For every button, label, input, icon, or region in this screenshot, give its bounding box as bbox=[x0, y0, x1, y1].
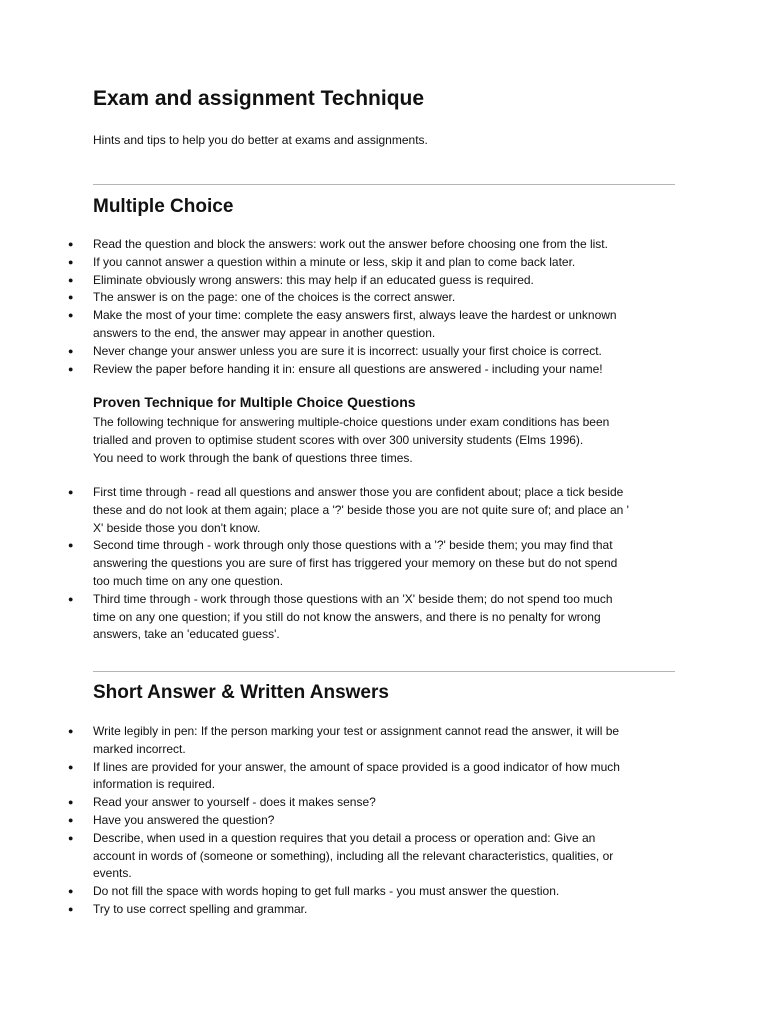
list-item: ● Have you answered the question? bbox=[0, 812, 700, 830]
bullet-icon: ● bbox=[68, 239, 74, 249]
paragraph-line: trialled and proven to optimise student scores with over 300 university students (Elms 1996). bbox=[93, 433, 584, 447]
multiple-choice-heading: Multiple Choice bbox=[93, 196, 234, 217]
list-item: ● If you cannot answer a question within a minute or less, skip it and plan to come back later. bbox=[0, 254, 700, 272]
bullet-icon: ● bbox=[68, 487, 74, 497]
paragraph-line: The following technique for answering multiple-choice questions under exam conditions has been bbox=[93, 415, 610, 429]
proven-technique-paragraph bbox=[93, 413, 668, 467]
bullet-icon: ● bbox=[68, 274, 74, 285]
list-item: ● Never change your answer unless you are sure it is incorrect: usually your first choice is correct. bbox=[0, 343, 700, 361]
list-item: ● Read your answer to yourself - does it makes sense? bbox=[0, 794, 700, 812]
bullet-icon: ● bbox=[68, 593, 74, 604]
bullet-icon: ● bbox=[68, 363, 74, 374]
bullet-icon: ● bbox=[68, 256, 74, 267]
proven-technique-list bbox=[0, 484, 700, 644]
list-item: ● Write legibly in pen: If the person marking your test or assignment cannot read the answer, it will be marked incorrect. bbox=[68, 724, 620, 756]
paragraph-line: You need to work through the bank of questions three times. bbox=[93, 451, 413, 465]
list-item: ● Review the paper before handing it in: ensure all questions are answered - including your name! bbox=[0, 361, 700, 379]
list-item: ● Second time through - work through only those questions with a '?' beside them; you may find that answering the questions you are sure of first has triggered your memory on these but do not spend too much time on any one question. bbox=[68, 538, 618, 588]
bullet-icon: ● bbox=[68, 797, 74, 808]
bullet-icon: ● bbox=[68, 540, 74, 551]
bullet-icon: ● bbox=[68, 832, 74, 843]
list-item: ● If lines are provided for your answer, the amount of space provided is a good indicator of how much information is required. bbox=[68, 759, 620, 792]
list-item: ● Try to use correct spelling and grammar. bbox=[0, 901, 700, 919]
bullet-icon: ● bbox=[68, 310, 74, 321]
bullet-icon: ● bbox=[68, 814, 74, 825]
list-item: ● Third time through - work through those questions with an 'X' beside them; do not spend too much time on any one question; if you still do not know the answers, and there is no penalty for wrong answers, take an 'educated guess'. bbox=[68, 591, 613, 642]
intro-text: Hints and tips to help you do better at exams and assignments. bbox=[93, 133, 428, 147]
bullet-icon: ● bbox=[68, 292, 74, 303]
bullet-icon: ● bbox=[68, 886, 74, 897]
short-answer-heading: Short Answer & Written Answers bbox=[93, 682, 389, 703]
section-divider bbox=[93, 184, 675, 185]
bullet-icon: ● bbox=[68, 726, 74, 736]
list-item: ● First time through - read all questions and answer those you are confident about; place a tick beside these and do not look at them again; place a '?' beside those you are not quite sure of; and place an ' X' beside those you don't know. bbox=[68, 485, 629, 535]
list-item: ● Eliminate obviously wrong answers: this may help if an educated guess is required. bbox=[0, 272, 700, 290]
proven-technique-heading: Proven Technique for Multiple Choice Questions bbox=[93, 394, 416, 410]
bullet-icon: ● bbox=[68, 761, 74, 772]
list-item: ● Describe, when used in a question requires that you detail a process or operation and: Give an account in words of (someone or something), including all the relevant characteristics, qualities, or events. bbox=[68, 830, 614, 881]
bullet-icon: ● bbox=[68, 345, 74, 356]
list-item: ● Make the most of your time: complete the easy answers first, always leave the hardest or unknown answers to the end, the answer may appear in another question. bbox=[68, 308, 617, 340]
list-item: ● Do not fill the space with words hoping to get full marks - you must answer the question. bbox=[0, 883, 700, 901]
list-item: ● The answer is on the page: one of the choices is the correct answer. bbox=[0, 289, 700, 307]
multiple-choice-list bbox=[0, 236, 700, 378]
list-item: ● Read the question and block the answers: work out the answer before choosing one from the list. bbox=[0, 236, 700, 254]
section-divider bbox=[93, 671, 675, 672]
short-answer-list bbox=[0, 723, 700, 919]
page-title: Exam and assignment Technique bbox=[93, 87, 425, 110]
bullet-icon: ● bbox=[68, 903, 74, 914]
